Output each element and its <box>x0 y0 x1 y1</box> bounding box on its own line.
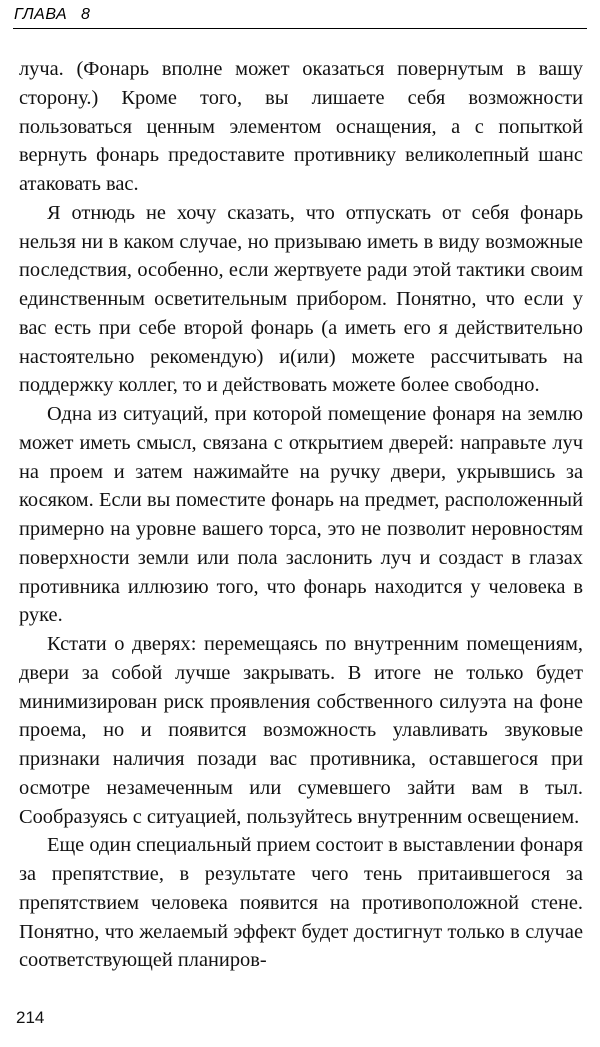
paragraph-4: Кстати о дверях: перемещаясь по внутренним помещениям, двери за собой лучше закрывать. В итоге не только будет минимизирован риск проявления собственного силуэта на фоне проема, но и появится возможность улавливать звуковые признаки наличия позади вас противника, оставшегося при осмотре незамеченным или сумевшего зайти вам в тыл. Сообразуясь с ситуацией, пользуйтесь внутренним освещением. <box>19 633 583 828</box>
chapter-number: 8 <box>81 6 91 23</box>
paragraph-2: Я отнюдь не хочу сказать, что отпускать от себя фонарь нельзя ни в каком случае, но призываю иметь в виду возможные последствия, особенно, если жертвуете ради этой тактики своим единственным осветительным прибором. Понятно, что если у вас есть при себе второй фонарь (а иметь его я действительно настоятельно рекомендую) и(или) можете рассчитывать на поддержку коллег, то и действовать можете более свободно. <box>19 201 583 397</box>
running-header <box>13 6 587 29</box>
paragraph-3: Одна из ситуаций, при которой помещение фонаря на землю может иметь смысл, связана с открытием дверей: направьте луч на проем и затем нажимайте на ручку двери, укрывшись за косяком. Если вы поместите фонарь на предмет, расположенный примерно на уровне вашего торса, это не позволит неровностям поверхности земли или пола заслонить луч и создаст в глазах противника иллюзию того, что фонарь находится у человека в руке. <box>19 403 583 627</box>
body-text <box>19 55 583 975</box>
page-number: 214 <box>16 1008 45 1027</box>
paragraph-1: луча. (Фонарь вполне может оказаться повернутым в вашу сторону.) Кроме того, вы лишаете себя возможности пользоваться ценным элементом оснащения, а с попыткой вернуть фонарь предоставите противнику великолепный шанс атаковать вас. <box>19 58 583 195</box>
paragraph-5: Еще один специальный прием состоит в выставлении фонаря за препятствие, в результате чего тень притаившегося за препятствием человека появится на противоположной стене. Понятно, что желаемый эффект будет достигнут только в случае соответствующей планиров- <box>19 834 583 972</box>
chapter-label: ГЛАВА <box>14 6 68 23</box>
